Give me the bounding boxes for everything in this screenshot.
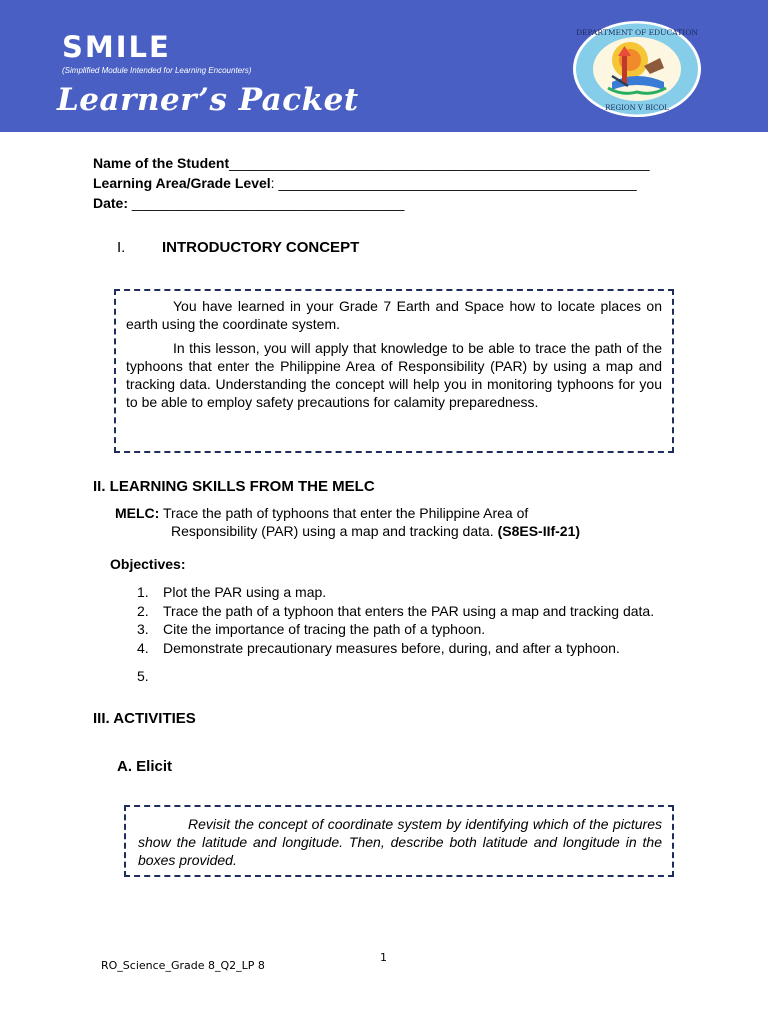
date-field[interactable] — [93, 193, 650, 213]
name-label: Name of the Student — [93, 155, 230, 171]
name-field[interactable] — [93, 153, 650, 173]
grade-level-colon: : — [270, 175, 279, 191]
objective-text: Plot the PAR using a map. — [163, 584, 327, 600]
objective-text: Cite the importance of tracing the path of a typhoon. — [163, 621, 486, 637]
objective-item — [137, 602, 677, 621]
objective-item — [137, 639, 677, 658]
subsection-elicit-title: A. Elicit — [117, 758, 173, 775]
footer-code: RO_Science_Grade 8_Q2_LP 8 — [101, 959, 265, 972]
packet-title: Learner’s Packet — [57, 82, 359, 118]
objective-text: Demonstrate precautionary measures before, during, and after a typhoon. — [163, 639, 620, 656]
section-3-title: III. ACTIVITIES — [93, 710, 196, 727]
objective-item — [137, 583, 677, 602]
melc-code: (S8ES-IIf-21) — [497, 523, 581, 539]
header-banner — [0, 0, 768, 132]
intro-paragraph-1: You have learned in your Grade 7 Earth and Space how to locate places on earth using the coordinate system. — [126, 298, 662, 332]
melc-label: MELC: — [115, 505, 160, 521]
grade-level-field[interactable] — [93, 173, 650, 193]
intro-paragraph-2: In this lesson, you will apply that knowledge to be able to trace the path of the typhoons that enter the Philippine Area of Responsibility (PAR) by using a map and tracking data. Understanding the concept will help you in monitoring typhoons for you to be able to employ safety precautions for calamity preparedness. — [126, 340, 662, 410]
brand-title: SMILE — [62, 30, 171, 64]
brand-subtitle: (Simplified Module Intended for Learning Encounters) — [62, 66, 252, 75]
seal-bottom-text: REGION V BICOL — [605, 104, 669, 112]
page-number: 1 — [380, 951, 387, 964]
objectives-list — [137, 583, 677, 684]
melc-line-1: Trace the path of typhoons that enter the Philippine Area of — [159, 505, 529, 521]
section-1-title: INTRODUCTORY CONCEPT — [162, 239, 360, 256]
objective-number: 5. — [137, 668, 149, 684]
deped-seal-logo — [572, 20, 702, 118]
introductory-concept-box — [114, 289, 674, 453]
melc-line-2: Responsibility (PAR) using a map and tracking data. — [171, 523, 498, 539]
name-blank[interactable]: ______________________________________________________ — [229, 155, 650, 171]
objective-number: 3. — [137, 621, 149, 637]
section-2-title: II. LEARNING SKILLS FROM THE MELC — [93, 478, 375, 495]
objective-text: Trace the path of a typhoon that enters the PAR using a map and tracking data. — [163, 602, 655, 619]
melc-statement — [115, 504, 655, 540]
student-info-fields — [93, 153, 650, 213]
date-blank[interactable]: ___________________________________ — [131, 195, 405, 211]
date-label: Date: — [93, 195, 132, 211]
elicit-instruction-box — [124, 805, 674, 877]
seal-top-text: DEPARTMENT OF EDUCATION — [576, 28, 698, 37]
objective-item — [137, 620, 677, 639]
objectives-label: Objectives: — [110, 556, 186, 572]
objective-number: 4. — [137, 639, 149, 656]
section-1-numeral: I. — [117, 239, 126, 256]
objective-number: 2. — [137, 602, 149, 619]
objective-number: 1. — [137, 584, 149, 600]
elicit-instruction: Revisit the concept of coordinate system by identifying which of the pictures show the latitude and longitude. Then, describe both latitude and longitude in the boxes provided. — [138, 816, 662, 868]
grade-level-blank[interactable]: ______________________________________________ — [278, 175, 637, 191]
grade-level-label: Learning Area/Grade Level — [93, 175, 271, 191]
